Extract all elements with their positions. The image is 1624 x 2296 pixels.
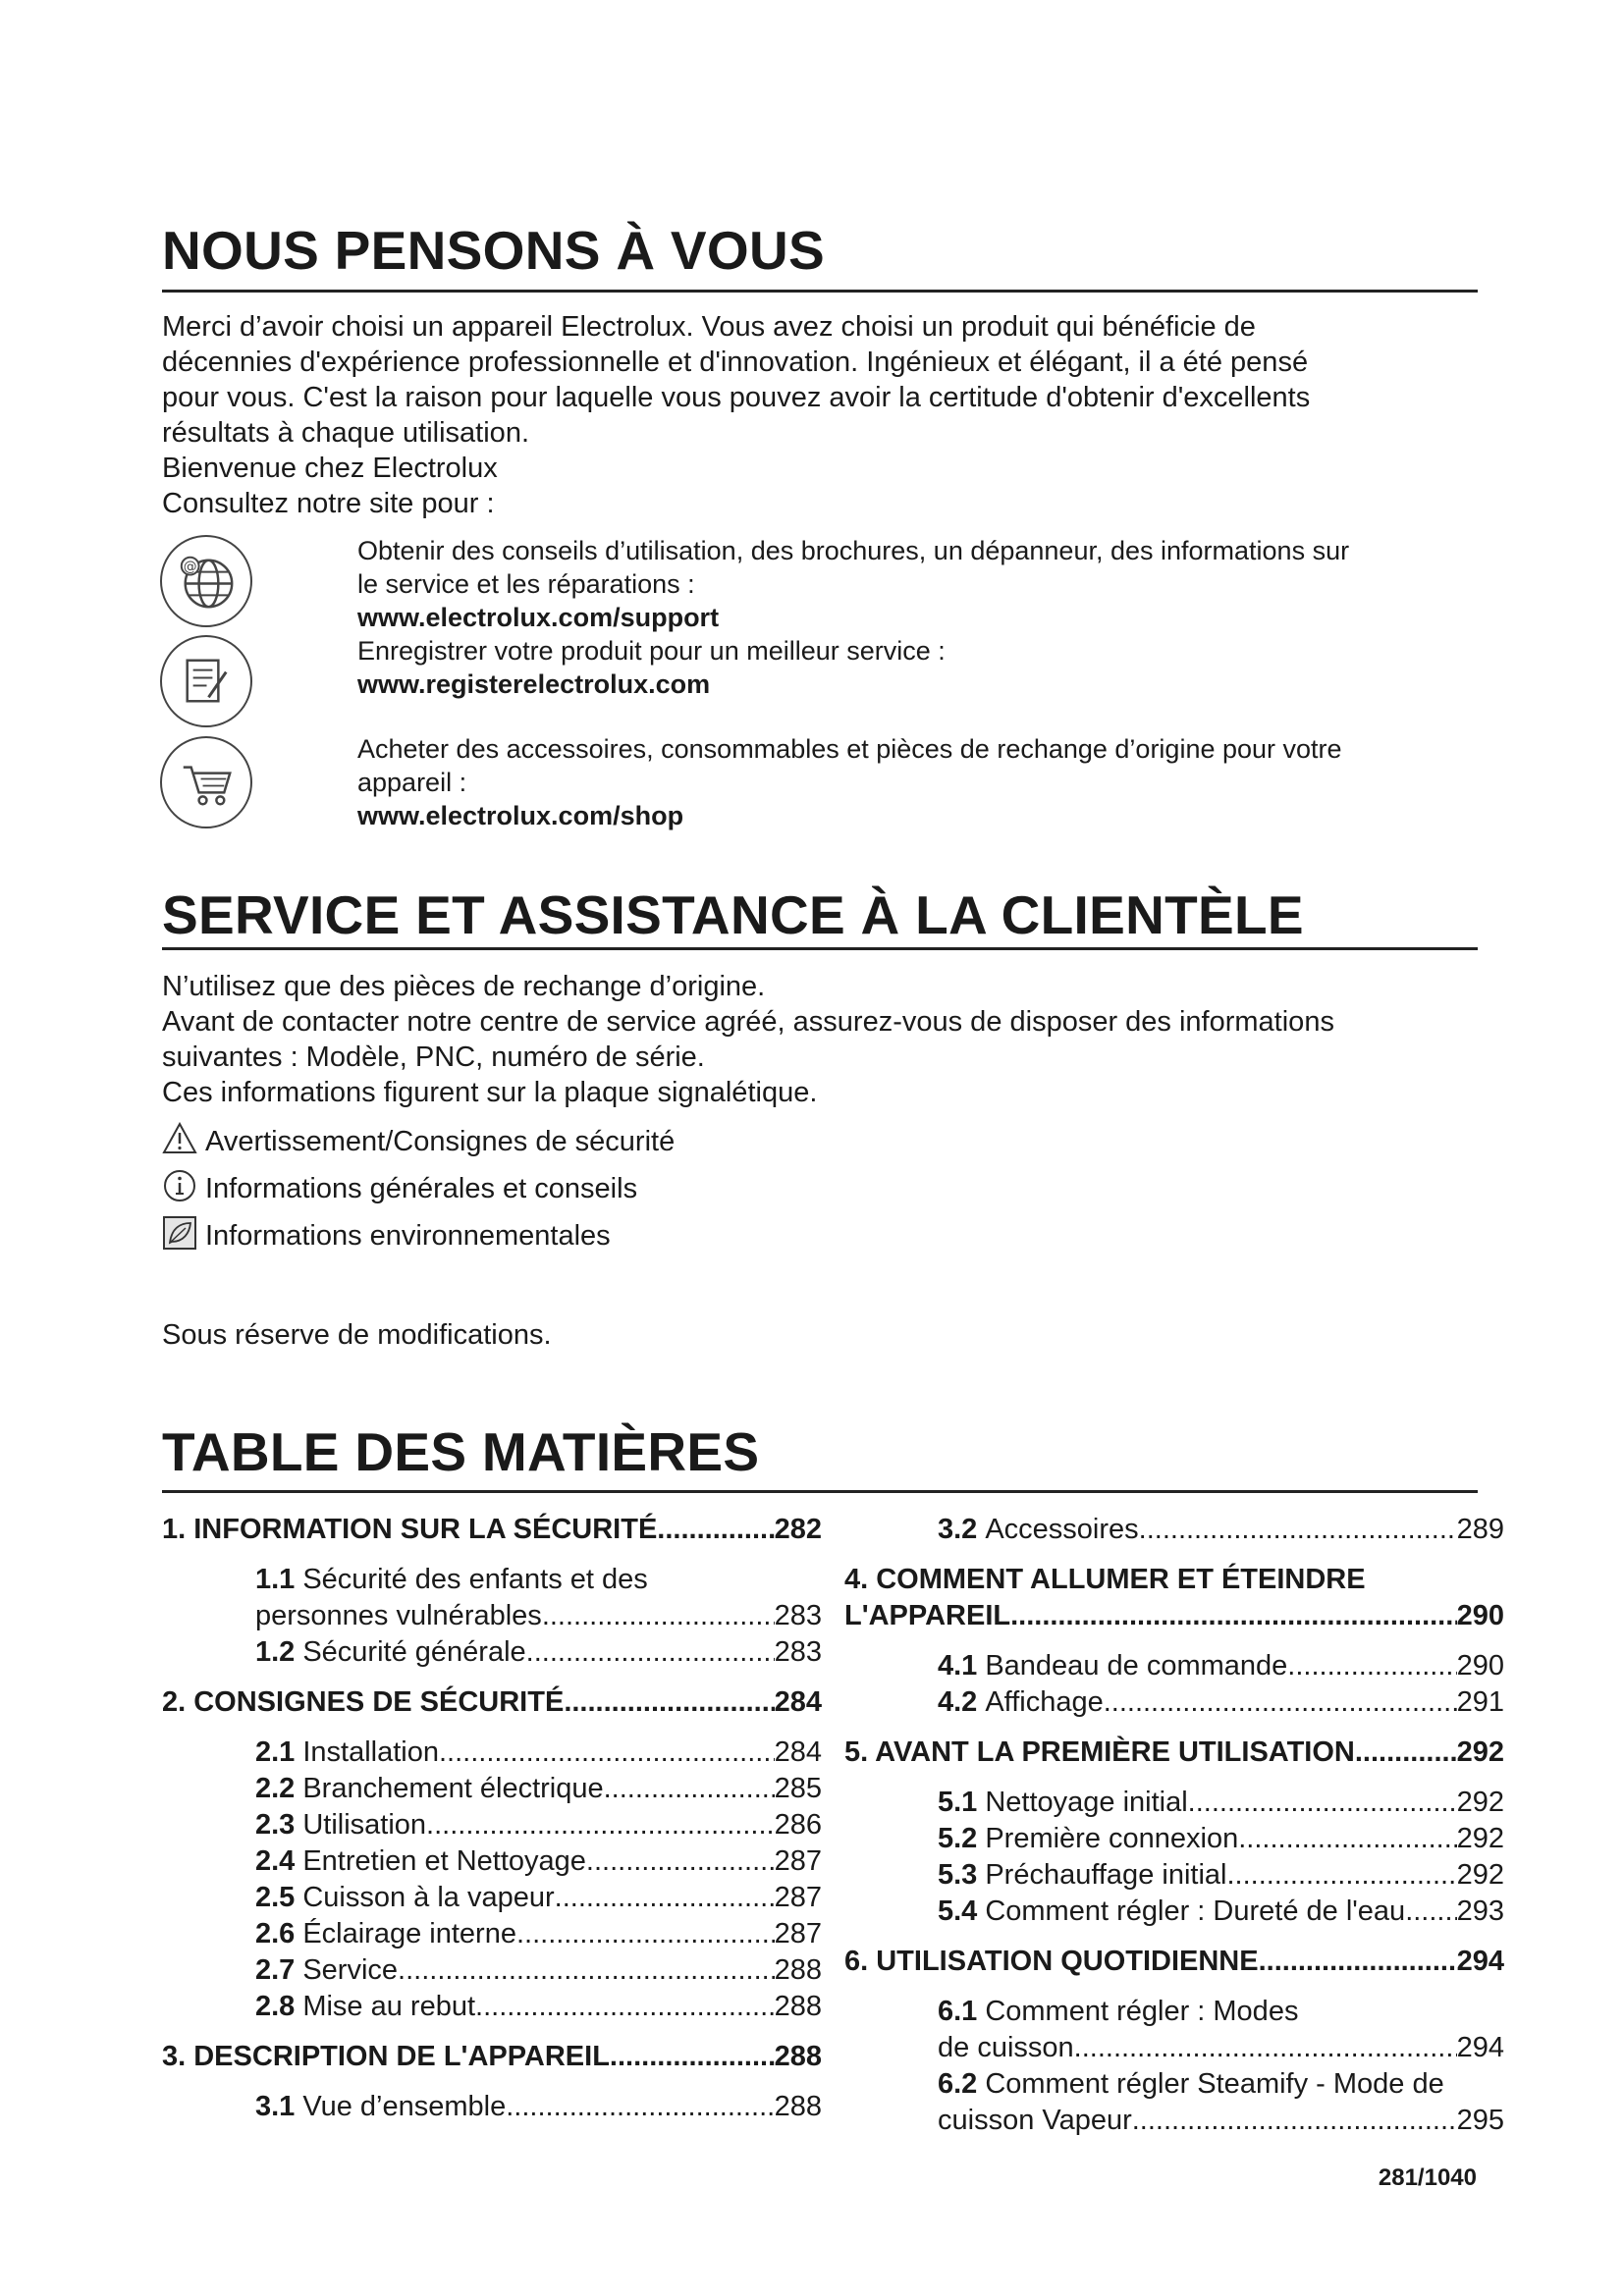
toc-page-number: 288 [774, 2091, 822, 2122]
intro-line: décennies d'expérience professionnelle et d'innovation. Ingénieux et élégant, il a été pensé [162, 347, 1309, 378]
toc-section-row [938, 1648, 1504, 1684]
toc-section-number: 2.1 [255, 1736, 296, 1768]
toc-leader-dots [610, 2039, 775, 2075]
toc-section-entry[interactable] [162, 1880, 822, 1916]
toc-section-number: 2.7 [255, 1954, 296, 1986]
toc-section-entry[interactable] [844, 1648, 1504, 1684]
toc-leader-dots [1104, 1684, 1457, 1721]
toc-chapter-entry[interactable] [844, 1944, 1504, 1980]
toc-leader-dots [516, 1916, 775, 1952]
toc-section-entry[interactable] [844, 1785, 1504, 1821]
info-icon [162, 1168, 197, 1203]
legend-label: Avertissement/Consignes de sécurité [205, 1126, 676, 1157]
toc-section-text: de cuisson [938, 2032, 1074, 2063]
intro-line: Consultez notre site pour : [162, 488, 495, 519]
toc-chapter-row [162, 1512, 822, 1548]
toc-section-number: 1.2 [255, 1636, 296, 1668]
toc-section-row [938, 1785, 1504, 1821]
toc-section-text: Comment régler : Modes [985, 1996, 1299, 2027]
legend-environment [162, 1215, 611, 1254]
intro-line: résultats à chaque utilisation. [162, 417, 529, 449]
toc-section-number: 2.3 [255, 1809, 296, 1841]
toc-section-number: 2.2 [255, 1773, 296, 1804]
legend-info [162, 1168, 637, 1206]
toc-section-row [255, 1735, 822, 1771]
service-line: N’utilisez que des pièces de rechange d’origine. [162, 971, 766, 1002]
toc-section-number: 3.2 [938, 1514, 978, 1545]
toc-page-number: 285 [774, 1773, 822, 1804]
toc-section-row [255, 1843, 822, 1880]
toc-leader-dots [1259, 1944, 1457, 1980]
toc-leader-dots [439, 1735, 775, 1771]
title-rule [162, 947, 1478, 950]
toc-leader-dots [426, 1807, 775, 1843]
toc-leader-dots [506, 2089, 774, 2125]
toc-leader-dots [1405, 1894, 1456, 1930]
page-number: 281/1040 [1378, 2164, 1477, 2191]
legend-label: Informations environnementales [205, 1220, 611, 1252]
shop-url-link[interactable]: www.electrolux.com/shop [357, 801, 684, 830]
notice-text: Sous réserve de modifications. [162, 1319, 552, 1351]
toc-section-text: personnes vulnérables [255, 1600, 542, 1631]
toc-section-entry[interactable] [844, 1512, 1504, 1548]
web-item-text: Enregistrer votre produit pour un meilleur service : [357, 636, 946, 666]
toc-chapter-entry[interactable] [844, 1562, 1504, 1634]
svg-text:@: @ [183, 559, 197, 575]
toc-section-text: Mise au rebut [302, 1991, 476, 2022]
toc-section-text: Branchement électrique [302, 1773, 604, 1804]
toc-section-text: Sécurité générale [302, 1636, 526, 1668]
toc-leader-dots [1074, 2030, 1457, 2066]
toc-leader-dots [564, 1684, 774, 1721]
toc-page-number: 292 [1456, 1823, 1504, 1854]
web-item-text: Obtenir des conseils d’utilisation, des brochures, un dépanneur, des informations sur [357, 536, 1350, 565]
intro-paragraph [162, 309, 1478, 521]
section-title-service: SERVICE ET ASSISTANCE À LA CLIENTÈLE [162, 884, 1304, 945]
service-line: suivantes : Modèle, PNC, numéro de série. [162, 1041, 705, 1073]
toc-chapter-row [844, 1944, 1504, 1980]
toc-section-entry[interactable] [162, 1807, 822, 1843]
toc-leader-dots [555, 1880, 775, 1916]
web-item-text: appareil : [357, 768, 467, 797]
toc-section-row [255, 1880, 822, 1916]
service-line: Ces informations figurent sur la plaque signalétique. [162, 1077, 818, 1108]
toc-page-number: 292 [1456, 1736, 1504, 1768]
toc-section-entry[interactable] [162, 1843, 822, 1880]
toc-section-number: 2.5 [255, 1882, 296, 1913]
toc-page-number: 293 [1456, 1896, 1504, 1927]
toc-leader-dots [604, 1771, 775, 1807]
toc-section-entry[interactable] [844, 1894, 1504, 1930]
toc-page-number: 294 [1456, 1946, 1504, 1977]
toc-section-entry[interactable] [162, 1562, 822, 1634]
title-rule [162, 290, 1478, 293]
toc-section-number: 5.4 [938, 1896, 978, 1927]
web-item-support [357, 534, 1477, 701]
web-item-shop [357, 732, 1477, 832]
toc-section-number: 5.3 [938, 1859, 978, 1891]
web-item-text: Acheter des accessoires, consommables et pièces de rechange d’origine pour votre [357, 734, 1342, 764]
toc-leader-dots [586, 1843, 775, 1880]
toc-section-row [255, 1952, 822, 1989]
intro-line: pour vous. C'est la raison pour laquelle vous pouvez avoir la certitude d'obtenir d'excellents [162, 382, 1311, 413]
toc-leader-dots [1287, 1648, 1456, 1684]
toc-section-entry[interactable] [844, 1994, 1504, 2066]
toc-leader-dots [1010, 1598, 1457, 1634]
toc-chapter-entry[interactable] [844, 1735, 1504, 1771]
service-paragraph [162, 969, 1478, 1110]
toc-section-entry[interactable] [162, 2089, 822, 2125]
toc-section-number: 5.2 [938, 1823, 978, 1854]
toc-page-number: 287 [774, 1918, 822, 1949]
toc-page-number: 288 [774, 1991, 822, 2022]
toc-section-number: 5.1 [938, 1787, 978, 1818]
toc-page-number: 295 [1456, 2105, 1504, 2136]
service-line: Avant de contacter notre centre de service agréé, assurez-vous de disposer des informations [162, 1006, 1334, 1038]
toc-leader-dots [398, 1952, 775, 1989]
toc-section-text: Éclairage interne [302, 1918, 516, 1949]
toc-leader-dots [1132, 2103, 1457, 2139]
toc-page-number: 292 [1456, 1787, 1504, 1818]
toc-section-number: 4.1 [938, 1650, 978, 1682]
toc-section-text: Entretien et Nettoyage [302, 1845, 586, 1877]
toc-chapter-label: 6. UTILISATION QUOTIDIENNE [844, 1946, 1259, 1977]
toc-left-column [162, 1512, 822, 2125]
toc-page-number: 287 [774, 1845, 822, 1877]
web-item-text: le service et les réparations : [357, 569, 695, 599]
toc-section-text: Service [302, 1954, 399, 1986]
toc-page-number: 284 [774, 1736, 822, 1768]
toc-section-entry[interactable] [844, 1857, 1504, 1894]
toc-section-entry[interactable] [844, 1684, 1504, 1721]
toc-chapter-label: 4. COMMENT ALLUMER ET ÉTEINDRE [844, 1564, 1366, 1595]
toc-leader-dots [1188, 1785, 1457, 1821]
toc-section-text: Comment régler : Dureté de l'eau [985, 1896, 1406, 1927]
toc-section-row [255, 1771, 822, 1807]
toc-section-label [938, 1994, 1504, 2030]
shopping-cart-icon [160, 736, 252, 828]
toc-chapter-label: 3. DESCRIPTION DE L'APPAREIL [162, 2041, 610, 2072]
toc-chapter-row [844, 1598, 1504, 1634]
toc-section-text: Comment régler Steamify - Mode de [985, 2068, 1444, 2100]
toc-leader-dots [475, 1989, 775, 2025]
toc-section-text: Première connexion [985, 1823, 1239, 1854]
toc-chapter-row [162, 2039, 822, 2075]
toc-page-number: 287 [774, 1882, 822, 1913]
toc-page-number: 294 [1456, 2032, 1504, 2063]
toc-leader-dots [657, 1512, 774, 1548]
toc-leader-dots [1139, 1512, 1457, 1548]
toc-section-text: cuisson Vapeur [938, 2105, 1132, 2136]
toc-leader-dots [1355, 1735, 1457, 1771]
toc-section-text: Nettoyage initial [985, 1787, 1188, 1818]
toc-section-number: 6.1 [938, 1996, 978, 2027]
toc-section-row [938, 1894, 1504, 1930]
toc-section-entry[interactable] [844, 2066, 1504, 2139]
toc-section-text: Vue d’ensemble [302, 2091, 507, 2122]
toc-section-row [255, 1916, 822, 1952]
register-document-icon [160, 635, 252, 727]
toc-section-text: Cuisson à la vapeur [302, 1882, 555, 1913]
toc-section-text: Sécurité des enfants et des [302, 1564, 648, 1595]
toc-section-number: 3.1 [255, 2091, 296, 2122]
toc-page-number: 288 [774, 2041, 822, 2072]
toc-page-number: 288 [774, 1954, 822, 1986]
toc-section-row [255, 1598, 822, 1634]
toc-section-text: Accessoires [985, 1514, 1139, 1545]
toc-section-entry[interactable] [844, 1821, 1504, 1857]
toc-page-number: 286 [774, 1809, 822, 1841]
toc-section-number: 4.2 [938, 1686, 978, 1718]
toc-page-number: 291 [1456, 1686, 1504, 1718]
toc-leader-dots [1238, 1821, 1456, 1857]
toc-section-number: 2.8 [255, 1991, 296, 2022]
toc-section-number: 1.1 [255, 1564, 296, 1595]
toc-section-row [938, 2030, 1504, 2066]
toc-section-row [938, 2103, 1504, 2139]
toc-chapter-entry[interactable] [162, 1512, 822, 1548]
toc-page-number: 283 [774, 1600, 822, 1631]
toc-section-entry[interactable] [162, 1771, 822, 1807]
environment-leaf-icon [162, 1215, 197, 1251]
toc-section-text: Affichage [985, 1686, 1104, 1718]
register-url-link[interactable]: www.registerelectrolux.com [357, 669, 711, 699]
toc-leader-dots [526, 1634, 775, 1671]
toc-section-entry[interactable] [162, 1916, 822, 1952]
toc-chapter-entry[interactable] [162, 2039, 822, 2075]
toc-section-number: 2.4 [255, 1845, 296, 1877]
globe-icon [160, 535, 252, 627]
toc-chapter-label: L'APPAREIL [844, 1600, 1011, 1631]
toc-right-column [844, 1512, 1504, 2139]
toc-section-row [938, 1821, 1504, 1857]
toc-chapter-row [844, 1735, 1504, 1771]
toc-section-row [938, 1684, 1504, 1721]
legend-warning [162, 1121, 675, 1159]
toc-chapter-label: 1. INFORMATION SUR LA SÉCURITÉ [162, 1514, 658, 1545]
toc-section-row [938, 1512, 1504, 1548]
toc-leader-dots [1226, 1857, 1456, 1894]
toc-chapter-label: 2. CONSIGNES DE SÉCURITÉ [162, 1686, 565, 1718]
toc-section-text: Bandeau de commande [985, 1650, 1288, 1682]
toc-page-number: 283 [774, 1636, 822, 1668]
toc-section-label [255, 1562, 822, 1598]
title-rule [162, 1490, 1478, 1493]
toc-section-label [938, 2066, 1504, 2103]
toc-leader-dots [542, 1598, 775, 1634]
toc-section-entry[interactable] [162, 1952, 822, 1989]
toc-section-text: Préchauffage initial [985, 1859, 1227, 1891]
toc-title: TABLE DES MATIÈRES [162, 1421, 760, 1482]
toc-section-entry[interactable] [162, 1735, 822, 1771]
toc-section-number: 6.2 [938, 2068, 978, 2100]
warning-triangle-icon [162, 1121, 197, 1156]
toc-section-entry[interactable] [162, 1989, 822, 2025]
legend-label: Informations générales et conseils [205, 1173, 638, 1204]
toc-chapter-row [162, 1684, 822, 1721]
intro-line: Bienvenue chez Electrolux [162, 453, 498, 484]
support-url-link[interactable]: www.electrolux.com/support [357, 603, 720, 632]
toc-section-text: Utilisation [302, 1809, 427, 1841]
toc-page-number: 289 [1456, 1514, 1504, 1545]
toc-section-row [255, 1989, 822, 2025]
toc-page-number: 292 [1456, 1859, 1504, 1891]
toc-chapter-entry[interactable] [162, 1684, 822, 1721]
toc-section-row [938, 1857, 1504, 1894]
toc-page-number: 282 [774, 1514, 822, 1545]
toc-section-row [255, 1807, 822, 1843]
toc-chapter-label: 5. AVANT LA PREMIÈRE UTILISATION [844, 1736, 1355, 1768]
intro-line: Merci d’avoir choisi un appareil Electrolux. Vous avez choisi un produit qui bénéficie de [162, 311, 1256, 343]
toc-page-number: 284 [774, 1686, 822, 1718]
section-title-nous-pensons: NOUS PENSONS À VOUS [162, 220, 825, 281]
toc-section-row [255, 1634, 822, 1671]
toc-section-entry[interactable] [162, 1634, 822, 1671]
toc-section-row [255, 2089, 822, 2125]
toc-section-text: Installation [302, 1736, 439, 1768]
toc-section-number: 2.6 [255, 1918, 296, 1949]
toc-page-number: 290 [1456, 1600, 1504, 1631]
toc-page-number: 290 [1456, 1650, 1504, 1682]
